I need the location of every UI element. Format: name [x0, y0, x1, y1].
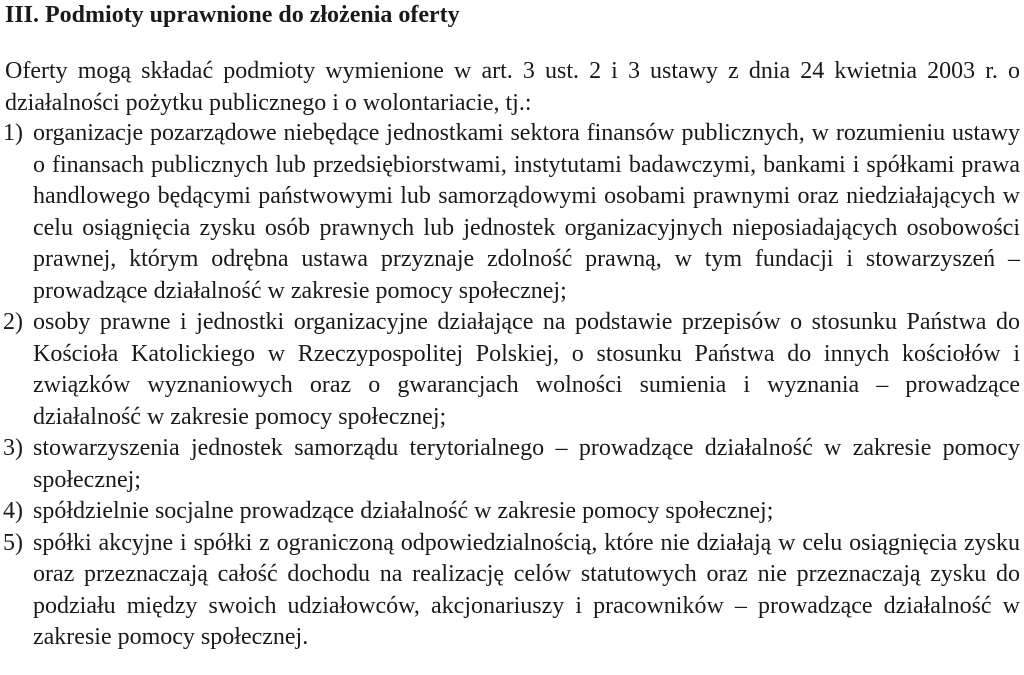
section-heading: III. Podmioty uprawnione do złożenia oferty: [5, 2, 460, 28]
list-item-number: 5): [3, 529, 23, 556]
list-item: [0, 307, 1024, 433]
list-item-number: 2): [3, 309, 23, 335]
list-item-text: stowarzyszenia jednostek samorządu terytorialnego – prowadzące działalność w zakresie pomocy społecznej;: [33, 435, 1020, 493]
list-item-text: spółki akcyjne i spółki z ograniczoną odpowiedzialnością, które nie działają w celu osiągnięcia zysku oraz przeznaczają całość dochodu na realizację celów statutowych oraz nie przeznaczają zysku do podziału między swoich udziałowców, akcjonariuszy i pracowników – prowadzące działalność w zakresie pomocy społecznej.: [33, 529, 1020, 650]
section-intro: Oferty mogą składać podmioty wymienione w art. 3 ust. 2 i 3 ustawy z dnia 24 kwietnia 2003 r. o działalności pożytku publicznego i o wolontariacie, tj.:: [5, 58, 1020, 116]
list-item-number: 3): [3, 435, 23, 461]
list-item-text: osoby prawne i jednostki organizacyjne działające na podstawie przepisów o stosunku Państwa do Kościoła Katolickiego w Rzeczypospolitej Polskiej, o stosunku Państwa do innych kościołów i związków wyznaniowych oraz o gwarancjach wolności sumienia i wyznania – prowadzące działalność w zakresie pomocy społecznej;: [33, 309, 1020, 430]
list-item: [0, 496, 1024, 528]
list-item: [0, 528, 1024, 654]
eligible-entities-list: [0, 118, 1024, 654]
list-item-text: spółdzielnie socjalne prowadzące działalność w zakresie pomocy społecznej;: [33, 498, 774, 524]
list-item-number: 1): [3, 120, 23, 146]
list-item-text: organizacje pozarządowe niebędące jednostkami sektora finansów publicznych, w rozumieniu ustawy o finansach publicznych lub przedsiębiorstwami, instytutami badawczymi, bankami i spółkami prawa handlowego będącymi państwowymi lub samorządowymi osobami prawnymi oraz niedziałających w celu osiągnięcia zysku osób prawnych lub jednostek organizacyjnych nieposiadających osobowości prawnej, którym odrębna ustawa przyznaje zdolność prawną, w tym fundacji i stowarzyszeń – prowadzące działalność w zakresie pomocy społecznej;: [33, 120, 1020, 304]
list-item-number: 4): [3, 498, 23, 524]
list-item: [0, 433, 1024, 496]
list-item: [0, 118, 1024, 307]
